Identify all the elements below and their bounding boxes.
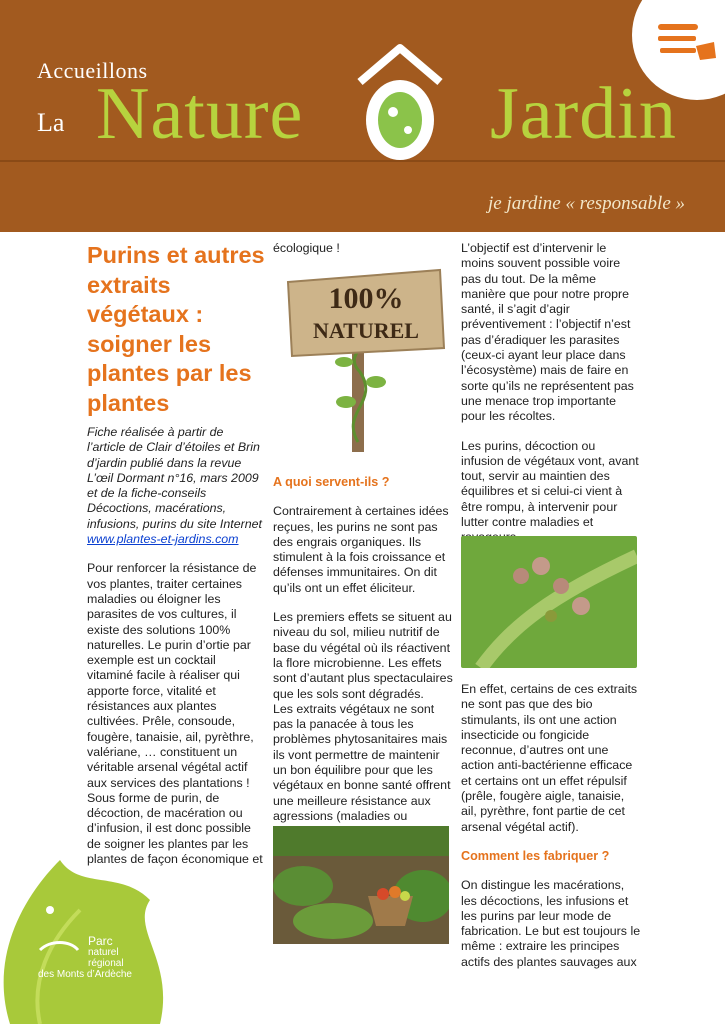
aphids-photo [461, 536, 637, 668]
natural-sign-image [280, 262, 450, 452]
intro-paragraph [87, 425, 265, 547]
col2-paragraph-2: Les premiers effets se situent au niveau du sol, milieu nutritif de base du végétal où ils réactivent la flore microbienne. Les effets sont d’autant plus spectaculaires que les sols sont dégradés. [273, 610, 453, 701]
header-tagline: je jardine « responsable » [487, 193, 685, 214]
header-accueillons: Accueillons [37, 58, 148, 83]
header-la: La [37, 108, 65, 137]
col3-paragraph-3: En effet, certains de ces extraits ne sont pas que des bio stimulants, ils ont une action insecticide ou fongicide reconnue, d’autres ont une action anti-bactérienne efficace et certains ont un effet répulsif (prêle, fougère aigle, tanaisie, ail, pyrèthre, font partie de cet arsenal végétal actif). [461, 682, 638, 834]
parc-naturel: naturel [88, 947, 119, 958]
col3-paragraph-4: On distingue les macérations, les décoctions, les infusions et les purins par leur mode de fabrication. Le but est toujours le même : extraire les principes actifs des plantes sauvages aux [461, 878, 641, 969]
column-3-top [461, 241, 641, 560]
col3-paragraph-1: L’objectif est d’intervenir le moins souvent possible voire pas du tout. De la même manière que pour notre propre santé, il s’agit d’agir préventivement : l’objectif n’est pas d’éradiquer les parasites (ceux-ci ayant leur place dans l’écosystème) mais de faire en sorte qu’ils ne représentent pas une menace trop importante pour les récoltes. [461, 241, 634, 424]
header-jardin: Jardin [490, 73, 677, 155]
parc-monts: des Monts d’Ardèche [38, 969, 132, 980]
sign-naturel: NATUREL [313, 318, 419, 343]
col2-continuation: écologique ! [273, 241, 340, 255]
birdhouse-o-icon [350, 40, 450, 170]
column-2 [273, 475, 453, 854]
col1-paragraph: Pour renforcer la résistance de vos plantes, traiter certaines maladies ou éloigner les parasites de vos cultures, il existe des solutions 100% naturelles. Le purin d’ortie par exemple est un cocktail vitaminé facile à réaliser qui apporte force, vitalité et résistances aux plantes cultivées. Prêle, consoude, fougère, tanaisie, ail, pyrèthre, valériane, … constituent un véritable arsenal végétal actif aux services des plantations ! Sous forme de purin, de décoction, de macération ou d’infusion, il est donc possible de soigner les plantes par les plantes de façon économique et [87, 561, 263, 867]
parc-text [38, 936, 148, 980]
col2-paragraph-1: Contrairement à certaines idées reçues, les purins ne sont pas des engrais organiques. Ils stimulent à la fois croissance et défenses immunitaires. On dit qu’ils ont un effet éliciteur. [273, 504, 449, 595]
garden-tools-icon [650, 18, 720, 78]
parc-label: Parc [88, 934, 113, 948]
header-nature: Nature [96, 73, 304, 155]
heading-a-quoi: A quoi servent-ils ? [273, 475, 390, 489]
parc-regional: régional [88, 958, 124, 969]
source-link[interactable]: www.plantes-et-jardins.com [87, 532, 239, 547]
column-1 [87, 425, 265, 881]
column-3 [461, 682, 641, 984]
heading-comment: Comment les fabriquer ? [461, 848, 610, 863]
col2-paragraph-3: Les extraits végétaux ne sont pas la panacée à tous les problèmes phytosanitaires mais ils vont permettre de maintenir un bon équilibre pour que les végétaux en bonne santé offrent une meilleure résistance aux agressions (maladies ou [273, 701, 451, 823]
parc-leaf-logo [0, 840, 175, 1024]
sign-percent: 100% [328, 282, 404, 315]
header-banner [0, 0, 725, 232]
vegetable-garden-photo [273, 826, 449, 944]
intro-text: Fiche réalisée à partir de l’article de Clair d’étoiles et Brin d’jardin publié dans la revue L’œil Dormant n°16, mars 2009 et de la fiche-conseils Décoctions, macérations, infusions, purins du site Internet [87, 425, 262, 531]
col3-paragraph-2: Les purins, décoction ou infusion de végétaux vont, avant tout, servir au maintien des équilibres et si celui-ci vient à être rompu, à intervenir pour lutter contre maladies et [461, 438, 639, 530]
article-title: Purins et autres extraits végétaux : soigner les plantes par les plantes [87, 242, 265, 416]
